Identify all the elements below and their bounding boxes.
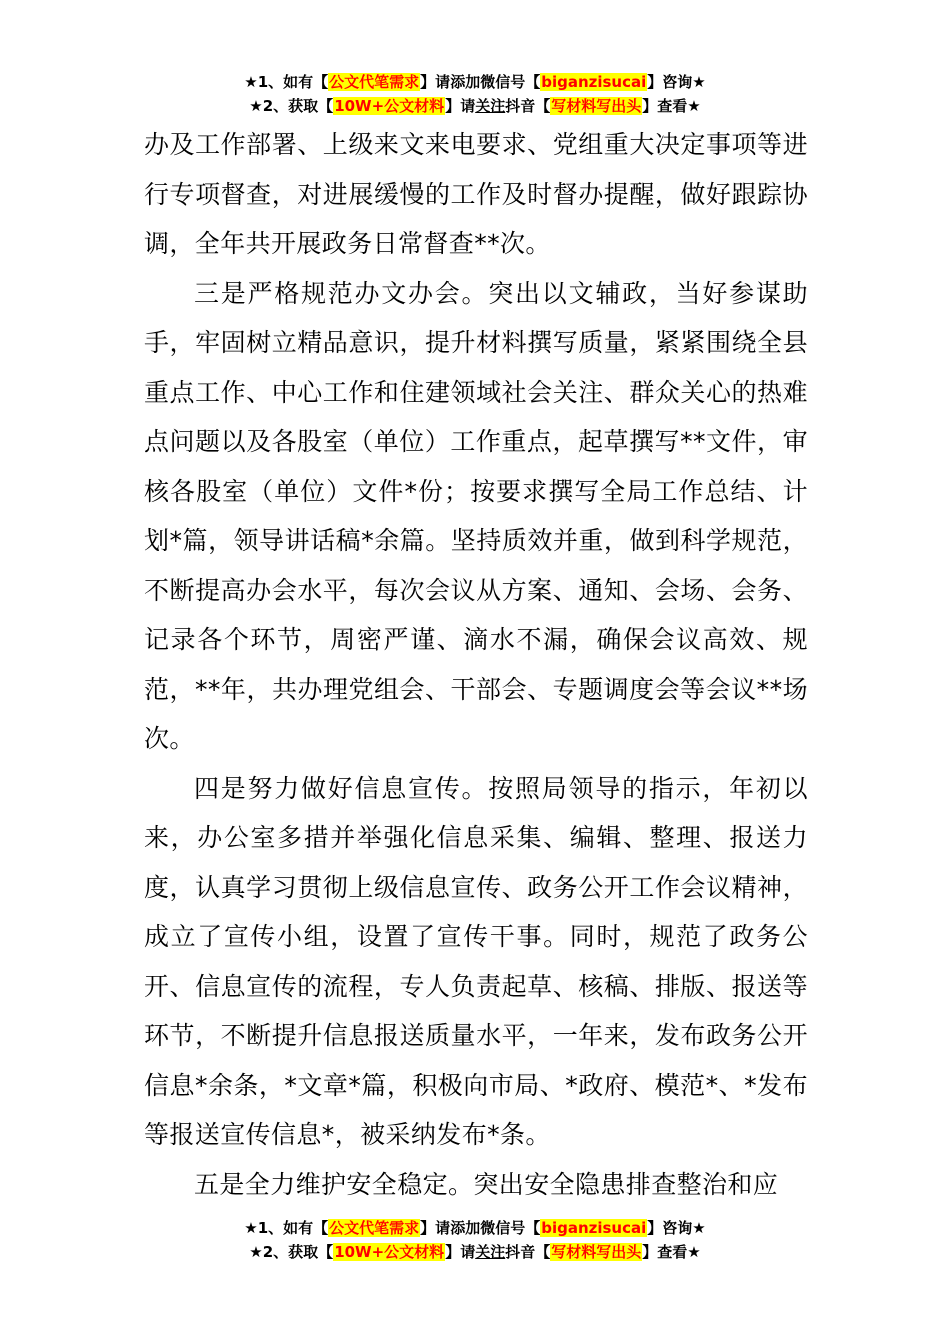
banner-highlight: 写材料写出头 [551, 97, 642, 115]
paragraph-item-3: 三是严格规范办文办会。突出以文辅政，当好参谋助手，牢固树立精品意识，提升材料撰写质量，紧紧围绕全县重点工作、中心工作和住建领域社会关注、群众关心的热难点问题以及各股室（单位）工作重点，起草撰写**文件，审核各股室（单位）文件*份；按要求撰写全局工作总结、计划*篇，领导讲话稿*余篇。坚持质效并重，做到科学规范，不断提高办会水平，每次会议从方案、通知、会场、会务、记录各个环节，周密严谨、滴水不漏，确保会议高效、规范，**年，共办理党组会、干部会、专题调度会等会议**场次。 [144, 278, 808, 753]
banner-text: 】咨询★ [647, 73, 706, 91]
banner-line-2 [0, 94, 950, 118]
banner-text: 】请 [445, 1243, 476, 1261]
banner-text: 】咨询★ [647, 1219, 706, 1237]
banner-highlight: biganzisucai [541, 1219, 647, 1237]
banner-text: 】查看★ [642, 97, 701, 115]
banner-highlight: 10W+公文材料 [334, 1243, 445, 1261]
footer-banner [0, 1216, 950, 1264]
paragraph-continuation: 办及工作部署、上级来文来电要求、党组重大决定事项等进行专项督查，对进展缓慢的工作及时督办提醒，做好跟踪协调，全年共开展政务日常督查**次。 [144, 130, 808, 258]
banner-emphasis: 添加 [450, 73, 481, 91]
banner-text: 微信号【 [480, 73, 541, 91]
banner-line-1 [0, 70, 950, 94]
banner-text: 抖音【 [505, 1243, 551, 1261]
banner-highlight: 10W+公文材料 [334, 97, 445, 115]
banner-text: ★1、如有【 [244, 73, 329, 91]
banner-line-2 [0, 1240, 950, 1264]
banner-highlight: 写材料写出头 [551, 1243, 642, 1261]
paragraph-item-5: 五是全力维护安全稳定。突出安全隐患排查整治和应 [194, 1169, 779, 1199]
header-banner [0, 70, 950, 118]
banner-highlight: 公文代笔需求 [329, 1219, 420, 1237]
banner-line-1 [0, 1216, 950, 1240]
banner-text: 】请 [445, 97, 476, 115]
banner-text: 抖音【 [505, 97, 551, 115]
banner-highlight: 公文代笔需求 [329, 73, 420, 91]
banner-text: 】查看★ [642, 1243, 701, 1261]
banner-text: ★1、如有【 [244, 1219, 329, 1237]
document-body [144, 120, 808, 1209]
banner-text: ★2、获取【 [249, 97, 334, 115]
banner-highlight: biganzisucai [541, 73, 647, 91]
banner-text: 微信号【 [480, 1219, 541, 1237]
banner-text: 】请 [420, 73, 451, 91]
banner-emphasis: 添加 [450, 1219, 481, 1237]
banner-emphasis: 关注 [475, 97, 506, 115]
paragraph-item-4: 四是努力做好信息宣传。按照局领导的指示，年初以来，办公室多措并举强化信息采集、编辑、整理、报送力度，认真学习贯彻上级信息宣传、政务公开工作会议精神，成立了宣传小组，设置了宣传干事。同时，规范了政务公开、信息宣传的流程，专人负责起草、核稿、排版、报送等环节，不断提升信息报送质量水平，一年来，发布政务公开信息*余条，*文章*篇，积极向市局、*政府、模范*、*发布等报送宣传信息*，被采纳发布*条。 [144, 773, 808, 1149]
banner-emphasis: 关注 [475, 1243, 506, 1261]
banner-text: ★2、获取【 [249, 1243, 334, 1261]
banner-text: 】请 [420, 1219, 451, 1237]
